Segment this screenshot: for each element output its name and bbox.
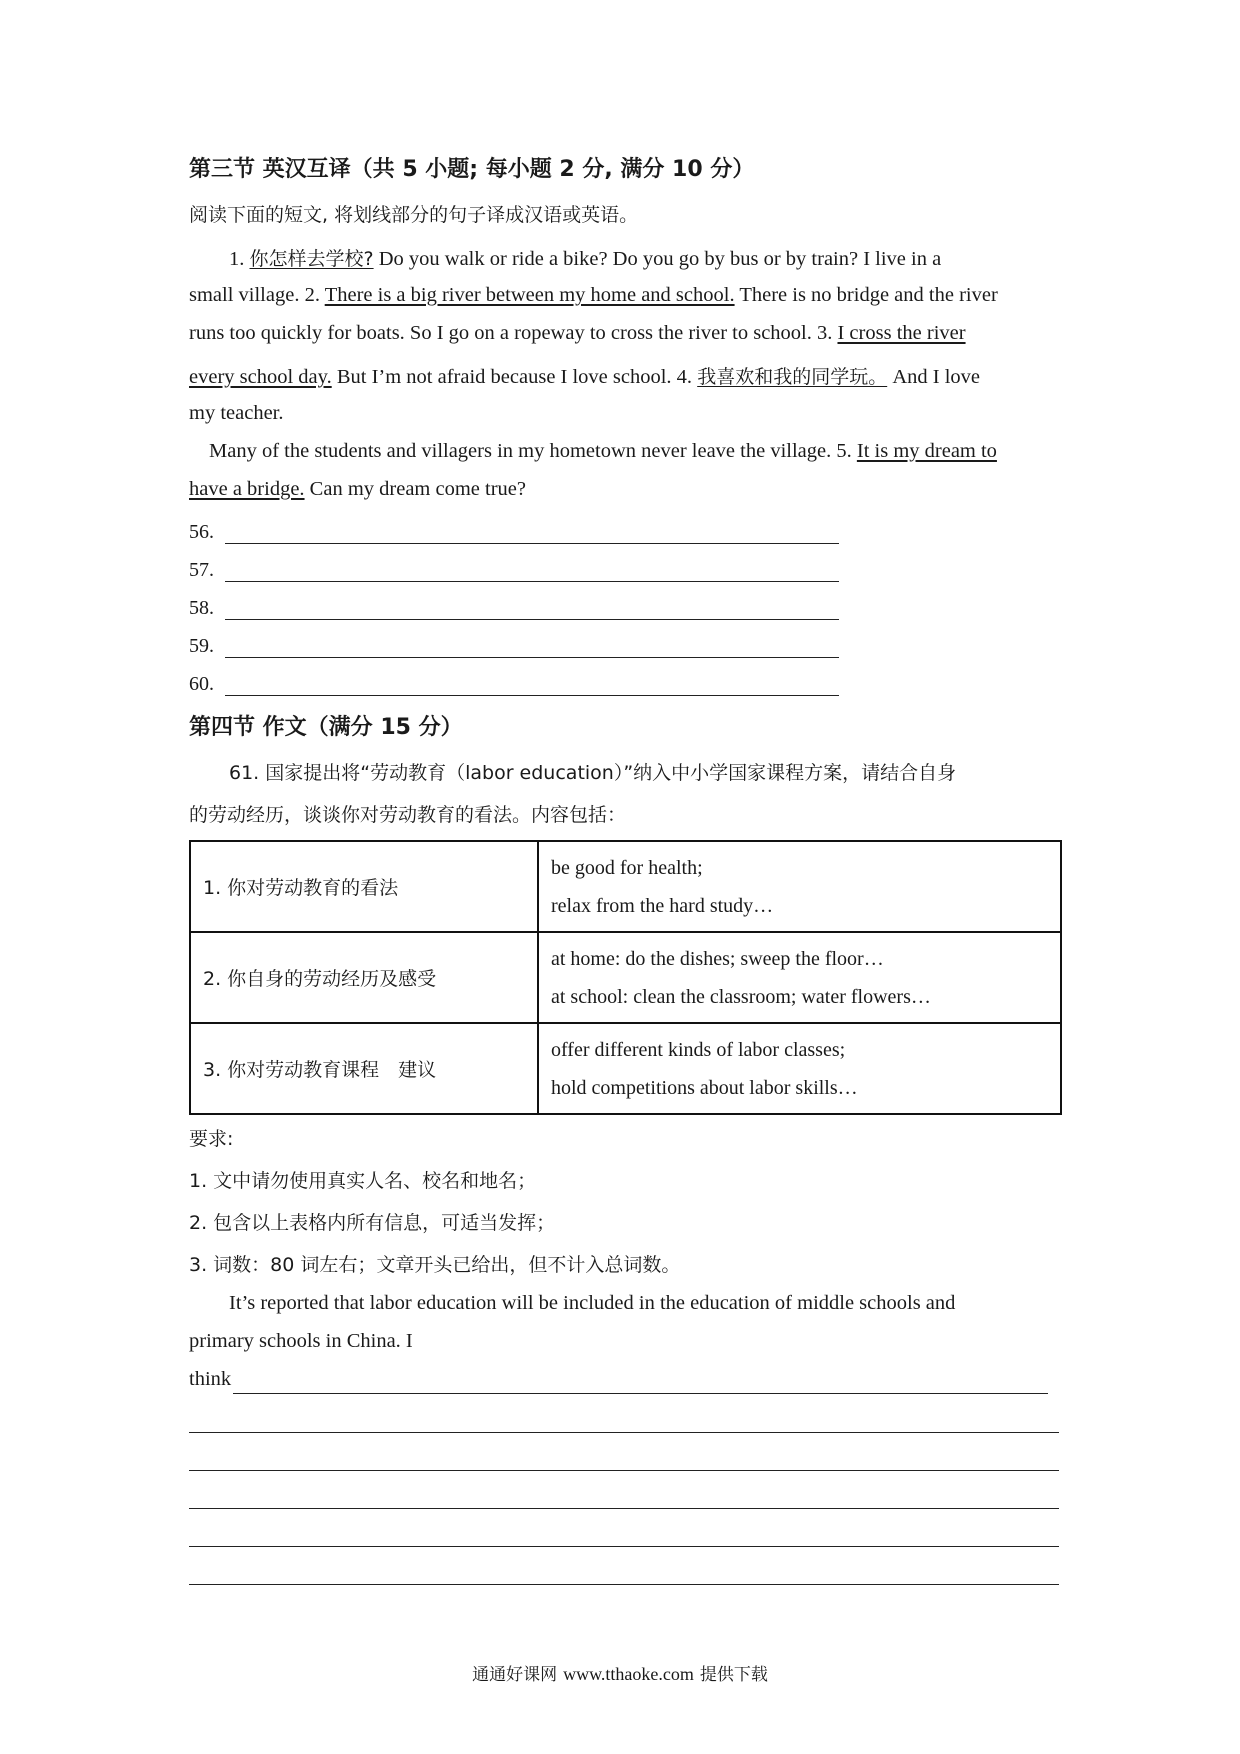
- passage-line-5: my teacher.: [189, 402, 284, 424]
- footer-download-text: 提供下载: [699, 1665, 768, 1685]
- passage-line-7: have a bridge. Can my dream come true?: [189, 478, 526, 500]
- outline-label: 1. 你对劳动教育的看法: [190, 841, 538, 932]
- essay-writing-line[interactable]: [189, 1432, 1059, 1433]
- essay-prompt-line-2: 的劳动经历，谈谈你对劳动教育的看法。内容包括：: [189, 804, 627, 826]
- section3-title: 第三节 英汉互译（共 5 小题; 每小题 2 分, 满分 10 分）: [189, 157, 755, 182]
- requirement-2: 2. 包含以上表格内所有信息，可适当发挥；: [189, 1212, 556, 1234]
- underlined-sentence-1: 你怎样去学校?: [249, 248, 374, 270]
- outline-content: offer different kinds of labor classes; hold competitions about labor skills…: [538, 1023, 1061, 1114]
- requirements-title: 要求:: [189, 1128, 234, 1150]
- answer-line-57[interactable]: 57.: [189, 554, 839, 584]
- underlined-sentence-4: 我喜欢和我的同学玩。: [697, 366, 888, 388]
- section3-instruction: 阅读下面的短文, 将划线部分的句子译成汉语或英语。: [189, 204, 639, 226]
- essay-writing-line[interactable]: [233, 1393, 1048, 1394]
- underlined-sentence-5a: It is my dream to: [856, 440, 997, 462]
- page-footer: [0, 1660, 1240, 1685]
- essay-opening-line-3: think: [189, 1368, 232, 1390]
- table-row: [190, 932, 1061, 1023]
- passage-line-3: runs too quickly for boats. So I go on a ropeway to cross the river to school. 3. I cross the river: [189, 322, 966, 344]
- outline-content: be good for health; relax from the hard study…: [538, 841, 1061, 932]
- section4-title: 第四节 作文（满分 15 分）: [189, 715, 463, 740]
- footer-url[interactable]: www.tthaoke.com: [563, 1664, 694, 1684]
- table-row: [190, 841, 1061, 932]
- essay-writing-line[interactable]: [189, 1508, 1059, 1509]
- underlined-sentence-5b: have a bridge.: [189, 478, 305, 500]
- outline-label: 2. 你自身的劳动经历及感受: [190, 932, 538, 1023]
- essay-outline-table: [189, 840, 1062, 1115]
- essay-opening-line-1: It’s reported that labor education will be included in the education of middle schools and: [229, 1292, 956, 1314]
- requirement-1: 1. 文中请勿使用真实人名、校名和地名；: [189, 1170, 537, 1192]
- essay-writing-line[interactable]: [189, 1584, 1059, 1585]
- outline-label: 3. 你对劳动教育课程 建议: [190, 1023, 538, 1114]
- table-row: [190, 1023, 1061, 1114]
- essay-writing-line[interactable]: [189, 1546, 1059, 1547]
- passage-line-1: 1. 你怎样去学校? Do you walk or ride a bike? Do you go by bus or by train? I live in a: [229, 248, 942, 270]
- outline-content: at home: do the dishes; sweep the floor… at school: clean the classroom; water flowers…: [538, 932, 1061, 1023]
- passage-line-6: Many of the students and villagers in my hometown never leave the village. 5. It is my dream to: [209, 440, 997, 462]
- passage-line-4: every school day. But I’m not afraid because I love school. 4. 我喜欢和我的同学玩。 And I love: [189, 366, 981, 388]
- answer-line-59[interactable]: 59.: [189, 630, 839, 660]
- essay-writing-line[interactable]: [189, 1470, 1059, 1471]
- essay-opening-line-2: primary schools in China. I: [189, 1330, 413, 1352]
- footer-site-name: 通通好课网: [472, 1665, 558, 1685]
- underlined-sentence-3a: I cross the river: [837, 322, 966, 344]
- underlined-sentence-2: There is a big river between my home and school.: [324, 284, 735, 306]
- answer-line-58[interactable]: 58.: [189, 592, 839, 622]
- essay-prompt-line-1: 61. 国家提出将“劳动教育（labor education）”纳入中小学国家课程方案，请结合自身: [229, 762, 957, 784]
- answer-line-60[interactable]: 60.: [189, 668, 839, 698]
- passage-line-2: small village. 2. There is a big river between my home and school. There is no bridge and the river: [189, 284, 998, 306]
- requirement-3: 3. 词数：80 词左右；文章开头已给出，但不计入总词数。: [189, 1254, 681, 1276]
- underlined-sentence-3b: every school day.: [189, 366, 332, 388]
- answer-line-56[interactable]: 56.: [189, 516, 839, 546]
